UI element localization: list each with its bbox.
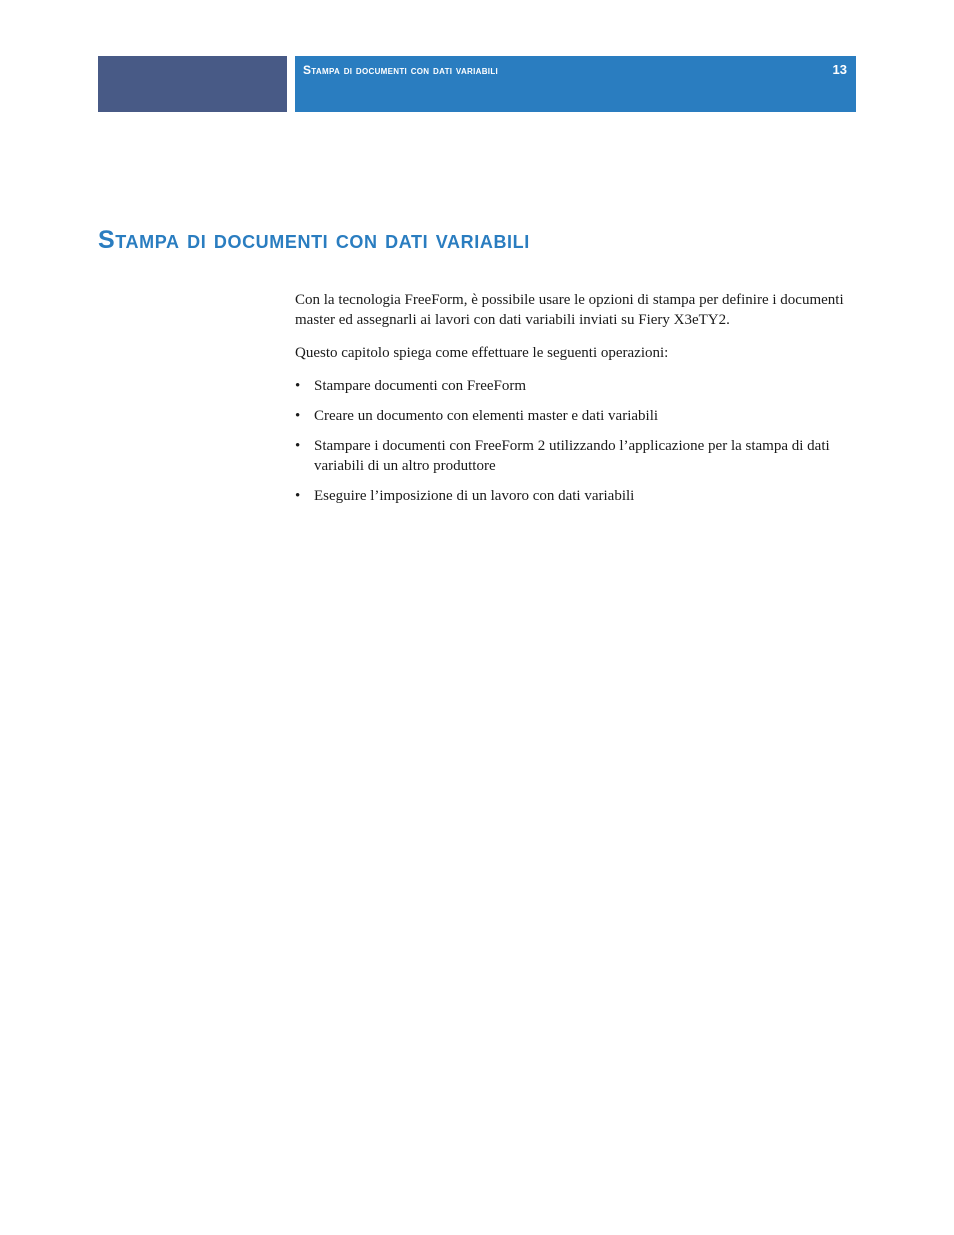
running-header bbox=[295, 56, 856, 112]
header-left-block bbox=[98, 56, 287, 112]
list-item-text: Stampare documenti con FreeForm bbox=[314, 378, 527, 394]
list-item bbox=[295, 436, 855, 476]
body-text bbox=[295, 290, 855, 516]
bullet-icon: • bbox=[295, 378, 301, 394]
chapter-title: Stampa di documenti con dati variabili bbox=[98, 226, 530, 254]
list-item bbox=[295, 486, 855, 506]
bullet-icon: • bbox=[295, 408, 301, 424]
bullet-icon: • bbox=[295, 488, 301, 504]
intro-paragraph: Con la tecnologia FreeForm, è possibile usare le opzioni di stampa per definire i documenti master ed assegnarli ai lavori con dati variabili inviati su Fiery X3eTY2. bbox=[295, 292, 844, 328]
list-item-text: Eseguire l’imposizione di un lavoro con dati variabili bbox=[314, 488, 635, 504]
list-item bbox=[295, 406, 855, 426]
bullet-icon: • bbox=[295, 438, 301, 454]
running-header-title: Stampa di documenti con dati variabili bbox=[303, 63, 499, 77]
list-item bbox=[295, 376, 855, 396]
list-item-text: Stampare i documenti con FreeForm 2 utilizzando l’applicazione per la stampa di dati variabili di un altro produttore bbox=[314, 438, 830, 474]
lead-paragraph: Questo capitolo spiega come effettuare le seguenti operazioni: bbox=[295, 345, 669, 361]
list-item-text: Creare un documento con elementi master e dati variabili bbox=[314, 408, 659, 424]
page-number: 13 bbox=[832, 62, 847, 77]
operations-list bbox=[295, 376, 855, 506]
